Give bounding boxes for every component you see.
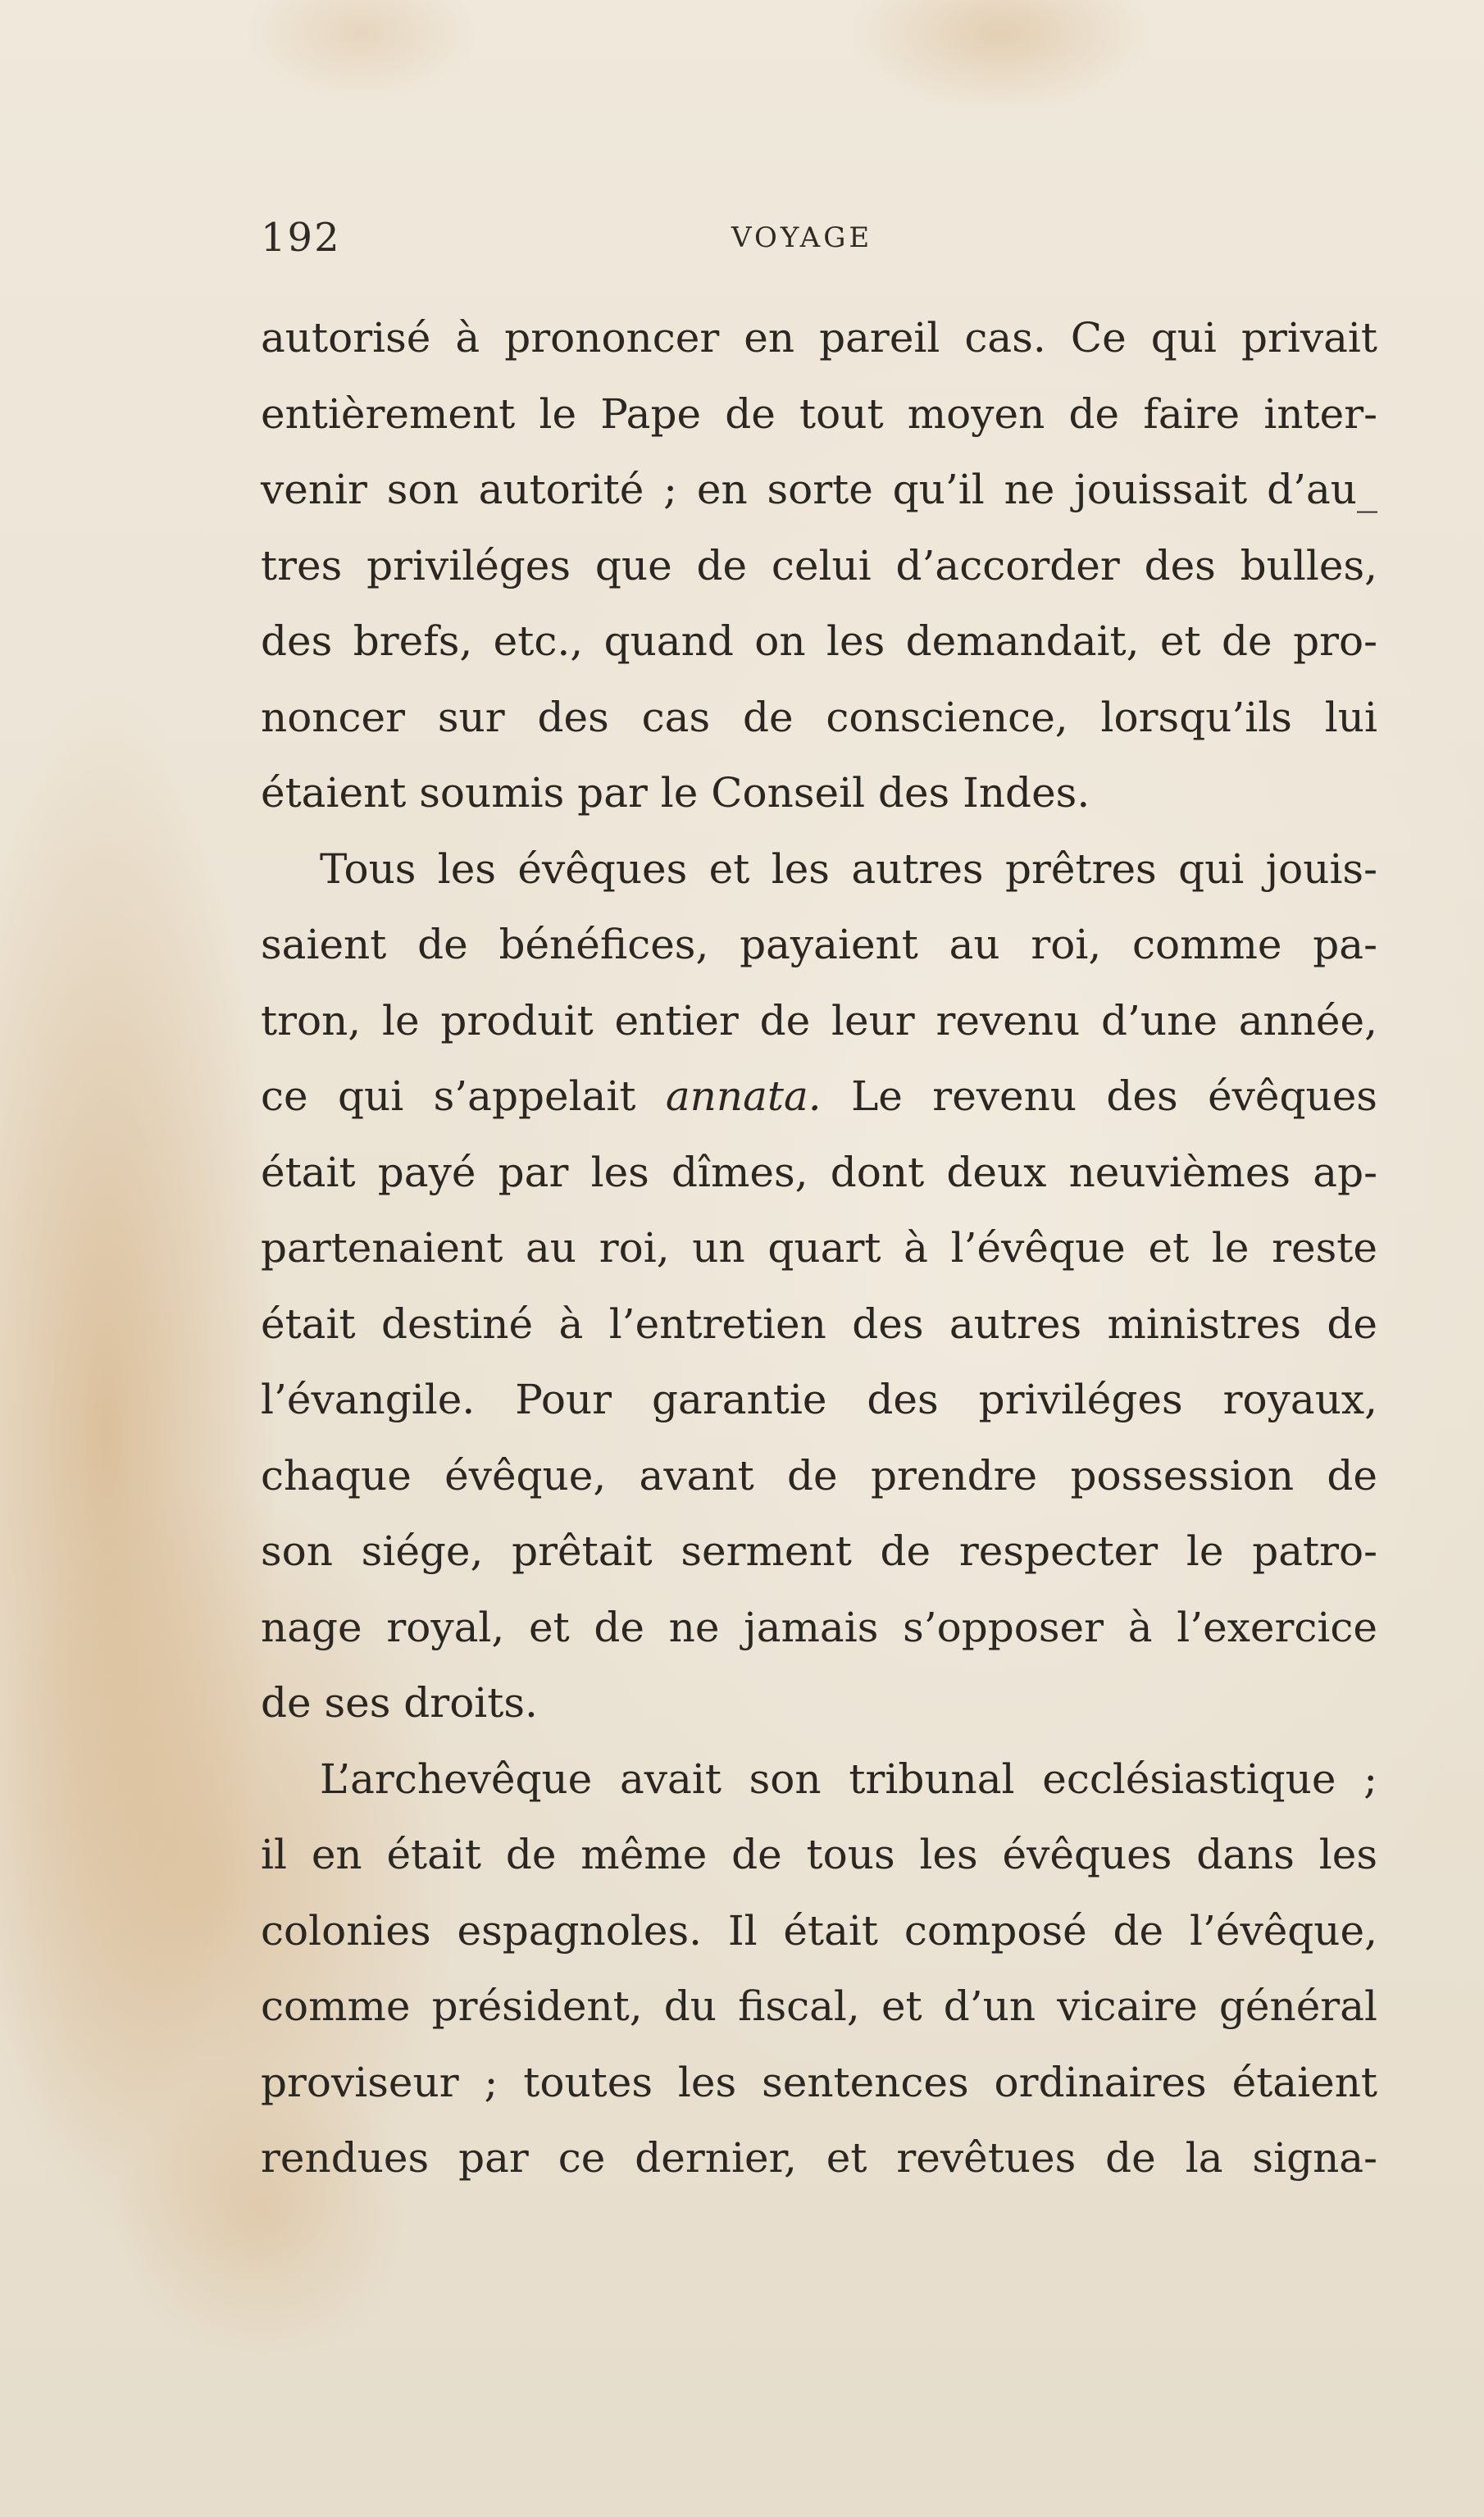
text-line xyxy=(261,1058,1377,1135)
text-line: L’archevêque avait son tribunal ecclésiastique ; xyxy=(320,1755,1377,1803)
text-line: était payé par les dîmes, dont deux neuvièmes ap- xyxy=(261,1148,1377,1196)
text-line: noncer sur des cas de conscience, lorsqu’ils lui xyxy=(261,693,1377,741)
text-line: étaient soumis par le Conseil des Indes. xyxy=(261,769,1090,817)
text-line: comme président, du fiscal, et d’un vicaire général xyxy=(261,1982,1377,2030)
text-line: il en était de même de tous les évêques dans les xyxy=(261,1831,1377,1878)
text-line: son siége, prêtait serment de respecter le patro- xyxy=(261,1527,1377,1575)
text-line: chaque évêque, avant de prendre possession de xyxy=(261,1451,1377,1500)
text-line: tres priviléges que de celui d’accorder des bulles, xyxy=(261,541,1377,589)
text-fragment: Le revenu des évêques xyxy=(851,1072,1377,1120)
text-line: entièrement le Pape de tout moyen de faire inter- xyxy=(261,389,1377,438)
body-text xyxy=(261,300,1377,2196)
text-line: venir son autorité ; en sorte qu’il ne jouissait d’au_ xyxy=(261,466,1377,513)
text-line: autorisé à prononcer en pareil cas. Ce qui privait xyxy=(261,314,1377,362)
text-line: l’évangile. Pour garantie des priviléges royaux, xyxy=(261,1376,1377,1423)
text-line: proviseur ; toutes les sentences ordinaires étaient xyxy=(261,2058,1377,2106)
text-line: nage royal, et de ne jamais s’opposer à l’exercice xyxy=(261,1603,1377,1651)
text-line: était destiné à l’entretien des autres ministres de xyxy=(261,1299,1377,1348)
text-fragment: ce qui s’appelait xyxy=(261,1072,636,1120)
text-line: rendues par ce dernier, et revêtues de la signa- xyxy=(261,2134,1377,2182)
text-line: Tous les évêques et les autres prêtres qui jouis- xyxy=(320,844,1377,893)
text-line: tron, le produit entier de leur revenu d’une année, xyxy=(261,996,1377,1045)
page-number: 192 xyxy=(261,215,341,261)
running-head: VOYAGE xyxy=(731,221,873,254)
page-header xyxy=(261,215,1376,264)
text-line: des brefs, etc., quand on les demandait, et de pro- xyxy=(261,617,1377,665)
text-line: partenaient au roi, un quart à l’évêque et le reste xyxy=(261,1224,1377,1272)
italic-term: annata. xyxy=(665,1072,822,1120)
text-line: colonies espagnoles. Il était composé de l’évêque, xyxy=(261,1906,1377,1955)
text-line: saient de bénéfices, payaient au roi, comme pa- xyxy=(261,921,1377,968)
text-line: de ses droits. xyxy=(261,1679,538,1727)
